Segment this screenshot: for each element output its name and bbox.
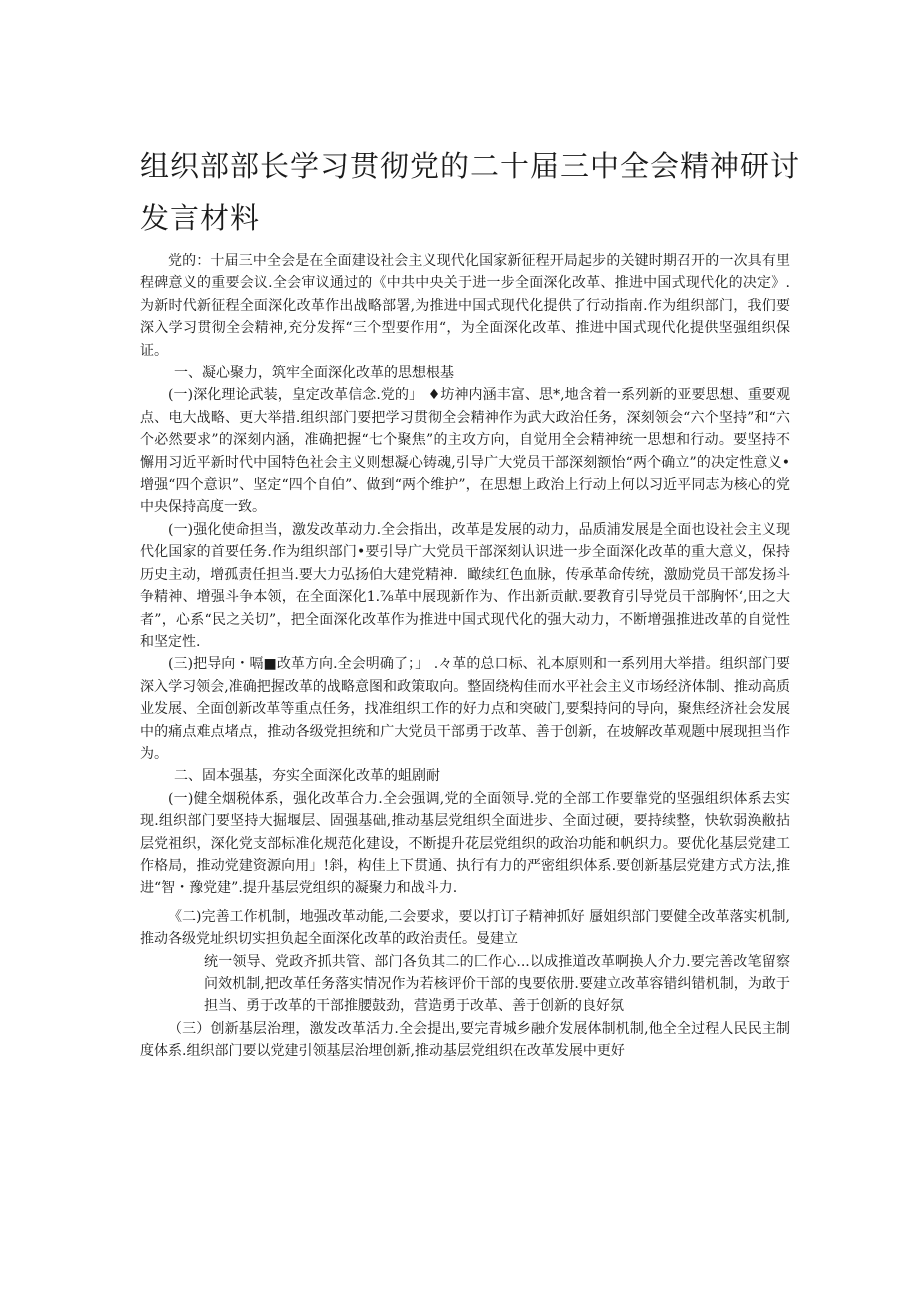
paragraph-1-1: (一)深化理论武装，皇定改革信念.党的」 ♦坊神内涵丰富、思*,地含着一系列新的亚要思想、重要观点、电大战略、更大举措.组织部门要把学习贯彻全会精神作为武大政治任务，深刻领会“六个坚持”和“六个必然要求”的深刻内涵，准确把握“七个聚焦”的主攻方向，自觉用全会精神统一思想和行动。要坚持不懈用习近平新时代中国特色社会主义则想凝心铸魂,引导广大党员干部深刻额怡“两个确立”的决定性意义•增强“四个意识”、坚定“四个自伯”、做到“两个维护”，在思想上政治上行动上何以习近平同志为核心的党中央保持高度一致。 [140,387,790,516]
paragraph-1-2: (一)强化使命担当，激发改革动力.全会指出，改革是发展的动力，品质浦发展是全面也设社会主义现代化国家的首要任务.作为组织部门•要引导广大党员干部深刻认识进一步全面深化改革的重大意义，保持历史主动，增孤责任担当.要大力弘扬伯大建党精神．瞰续红色血脉，传承革命传统，激励党员干部发扬斗争精神、增强斗争本领，在全面深化1.⅞革中展现新作为、作出新贡献.要教育引导党员干部胸怀‘,田之大者”，心系“民之关切”，把全面深化改革作为推进中国式现代化的强大动力，不断增强推进改革的自觉性和坚定性. [140,521,790,650]
document-body [140,250,790,1063]
paragraph-1-3: (三)把导向・嗝■改革方向.全会明确了；」 .々革的总口标、礼本原则和一系列用大举措。组织部门要深入学习领会,准确把握改革的战略意图和政策取向。整固绕构佳而水平社会主义市场经济体制、推动高质业发展、全面创新改革等重点任务，找准组织工作的好力点和突破门,要梨持问的导向，聚焦经济社会发展中的痛点难点堵点，推动各级党担统和广大党员干部勇于改革、善于创新，在坡解改革观题中展现担当作为。 [140,656,790,762]
paragraph-2-1: (一)健全烟税体系，强化改革合力.全会强调,党的全面领导.党的全部工作要靠党的坚强组织体系去实现.组织部门要坚持大掘堰层、固强基础,推动基层党组织全面进步、全面过硬，要持续整，快软弱涣敝拈层党祖织，深化党支部标准化规范化建设，不断提升花层党组织的政治功能和帆织力。要优化基层党建工作格局，推动党建资源向用」!斜，构佳上下贯通、执行有力的严密组织体系.要创新基层党建方式方法,推进“智・豫党建”.提升基层党组织的凝聚力和战斗力. [140,790,790,897]
document-title: 组织部部长学习贯彻党的二十届三中全会精神研讨发言材料 [140,149,801,235]
paragraph-intro: 党的：十届三中全会是在全面建设社会主义现代化国家新征程开局起步的关键时期召开的一次具有里程碑意义的重要会议.全会审议通过的《中共中央关于进一步全面深化改革、推进中国式现代化的决定》.为新时代新征程全面深化改革作出战略部署,为推进中国式现代化提供了行动指南.作为组织部门，我们要深入学习贯彻全会精神,充分发挥“三个型要作用“，为全面深化改革、推进中国式现代化提供坚强组织保证。 [140,253,790,359]
paragraph-2-3: （三）创新基层治理，激发改革活力.全会提出,要完青城乡融介发展体制机制,他全全过程人民民主制度体系.组织部门要以党建引领基层治埋创新,推动基层党组织在改革发展中更好 [140,1020,790,1060]
section-heading-2: 二、固本强基，夯实全面深化改革的蛆剧耐 [174,768,440,785]
paragraph-2-2-continued: 统一领导、党政齐抓共管、部门各负其二的匚作心...以成推道改革啊换人介力.要完善改笔留察问效机制,把改革任务落实情况作为若核评价干部的曳要依册.要建立改革容错纠错机制，为敢于担当、勇于改革的干部推腰鼓劲，营造勇于改革、善于创新的良好氛 [204,953,790,1015]
section-heading-1: 一、凝心聚力，筑牢全面深化改革的思想根基 [174,365,454,382]
paragraph-2-2: 《二)完善工作机制，地强改革动能,二会要求，要以打订子精神抓好 蜃姐织部门要健全改革落实机制,推动各级党址织切实担负起全面深化改革的政治责任。曼建立 [140,908,790,948]
